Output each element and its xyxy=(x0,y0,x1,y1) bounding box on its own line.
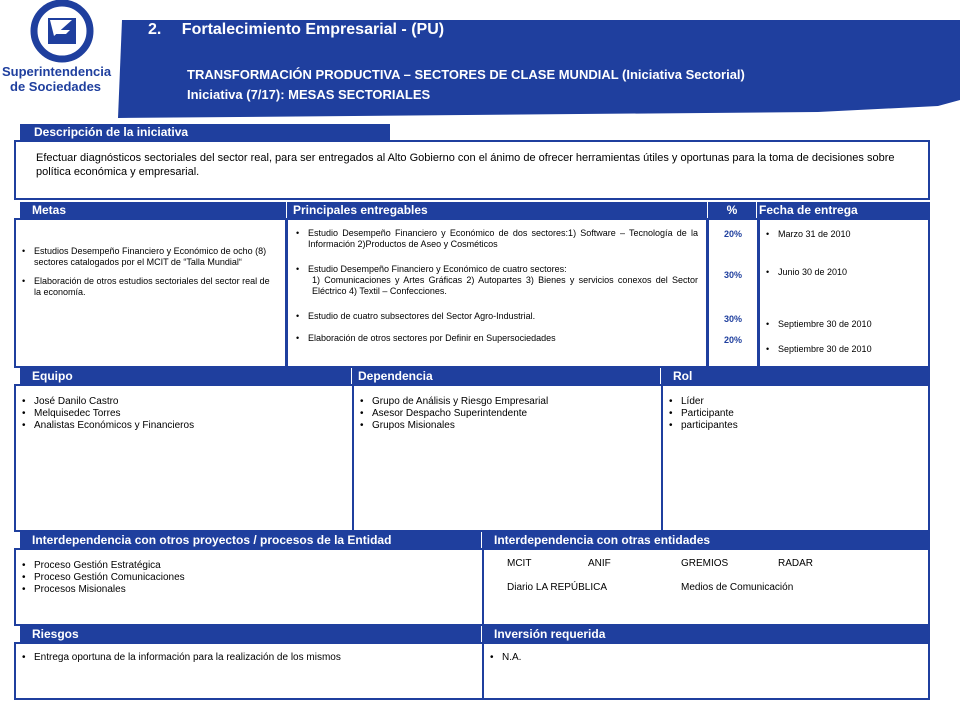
fecha-item: • Junio 30 de 2010 xyxy=(766,267,847,278)
fecha-item: • Septiembre 30 de 2010 xyxy=(766,319,872,330)
descripcion-header: Descripción de la iniciativa xyxy=(20,124,390,140)
header-title xyxy=(148,21,444,39)
equipo-item: • José Danilo Castro xyxy=(22,396,346,408)
logo-line2: de Sociedades xyxy=(10,79,102,94)
fecha-box xyxy=(758,218,930,368)
interdep-internos-item: • Procesos Misionales xyxy=(22,584,476,596)
rol-item: • Participante xyxy=(669,408,922,420)
rol-box xyxy=(661,384,930,532)
inversion-item: • N.A. xyxy=(490,652,922,664)
equipo-header: Equipo xyxy=(20,368,351,384)
metas-header: Metas xyxy=(20,202,286,218)
header-title-text: Fortalecimiento Empresarial - (PU) xyxy=(181,21,445,38)
interdep-internos-box xyxy=(14,548,484,626)
metas-item: • Elaboración de otros estudios sectoriales del sector real de la economía. xyxy=(22,276,279,298)
entregables-item xyxy=(296,264,698,297)
entregables-box xyxy=(286,218,708,368)
dependencia-item: • Asesor Despacho Superintendente xyxy=(360,408,655,420)
header-subtitle-1: TRANSFORMACIÓN PRODUCTIVA – SECTORES DE CLASE MUNDIAL (Iniciativa Sectorial) xyxy=(187,67,745,82)
porcentaje-box xyxy=(707,218,759,368)
entidad-medios: Medios de Comunicación xyxy=(681,582,794,593)
riesgos-header: Riesgos xyxy=(20,626,481,642)
descripcion-box xyxy=(14,140,930,200)
header-subtitle-2: Iniciativa (7/17): MESAS SECTORIALES xyxy=(187,87,431,102)
metas-box xyxy=(14,218,287,368)
supersociedades-logo-icon xyxy=(28,0,96,66)
interdep-externos-header: Interdependencia con otras entidades xyxy=(482,532,930,548)
header-number: 2. xyxy=(148,21,162,38)
entidad-mcit: MCIT xyxy=(507,558,532,569)
dependencia-item: • Grupos Misionales xyxy=(360,420,655,432)
entregables-header: Principales entregables xyxy=(287,202,707,218)
fecha-item: • Septiembre 30 de 2010 xyxy=(766,344,872,355)
entidad-radar: RADAR xyxy=(778,558,814,569)
fecha-item: • Marzo 31 de 2010 xyxy=(766,229,851,240)
dependencia-header: Dependencia xyxy=(352,368,660,384)
entregables-subitem: 1) Comunicaciones y Artes Gráficas 2) Autopartes 3) Bienes y servicios conexos del Sector Eléctrico 4) Textil – Confecciones. xyxy=(312,275,698,296)
entregables-item: • Estudio de cuatro subsectores del Sector Agro-Industrial. xyxy=(296,311,698,322)
dependencia-item: • Grupo de Análisis y Riesgo Empresarial xyxy=(360,396,655,408)
descripcion-text: Efectuar diagnósticos sectoriales del sector real, para ser entregados al Alto Gobierno con el ánimo de ofrecer herramientas útiles y oportunas para la toma de decisiones sobre política económica y empresarial. xyxy=(36,152,895,178)
entregables-item: • Estudio Desempeño Financiero y Económico de dos sectores:1) Software – Tecnología de la Información 2)Productos de Aseo y Cosméticos xyxy=(296,228,698,250)
interdep-internos-item: • Proceso Gestión Comunicaciones xyxy=(22,572,476,584)
equipo-box xyxy=(14,384,354,532)
logo-line1: Superintendencia xyxy=(2,64,112,79)
entregables-item-text: Estudio Desempeño Financiero y Económico de cuatro sectores: xyxy=(308,264,567,274)
logo xyxy=(0,0,125,110)
rol-header: Rol xyxy=(661,368,930,384)
riesgos-item: • Entrega oportuna de la información para la realización de los mismos xyxy=(22,652,476,664)
interdep-externos-box xyxy=(482,548,930,626)
porcentaje-value: 20% xyxy=(723,229,742,239)
entidad-diario: Diario LA REPÚBLICA xyxy=(507,582,608,593)
entregables-item: • Elaboración de otros sectores por Definir en Supersociedades xyxy=(296,333,698,344)
rol-item: • participantes xyxy=(669,420,922,432)
metas-item: • Estudios Desempeño Financiero y Económico de ocho (8) sectores catalogados por el MCIT de “Talla Mundial“ xyxy=(22,246,279,268)
porcentaje-value: 30% xyxy=(723,314,742,324)
equipo-item: • Analistas Económicos y Financieros xyxy=(22,420,346,432)
interdep-internos-item: • Proceso Gestión Estratégica xyxy=(22,560,476,572)
equipo-item: • Melquisedec Torres xyxy=(22,408,346,420)
inversion-header: Inversión requerida xyxy=(482,626,930,642)
inversion-box xyxy=(482,642,930,700)
riesgos-box xyxy=(14,642,484,700)
header-banner-shape xyxy=(118,0,960,122)
dependencia-box xyxy=(352,384,663,532)
interdep-internos-header: Interdependencia con otros proyectos / procesos de la Entidad xyxy=(20,532,481,548)
porcentaje-header: % xyxy=(708,202,756,218)
porcentaje-value: 30% xyxy=(723,270,742,280)
entidad-gremios: GREMIOS xyxy=(681,558,729,569)
fecha-header: Fecha de entrega xyxy=(757,202,930,218)
rol-item: • Líder xyxy=(669,396,922,408)
porcentaje-value: 20% xyxy=(723,335,742,345)
entidad-anif: ANIF xyxy=(588,558,611,569)
